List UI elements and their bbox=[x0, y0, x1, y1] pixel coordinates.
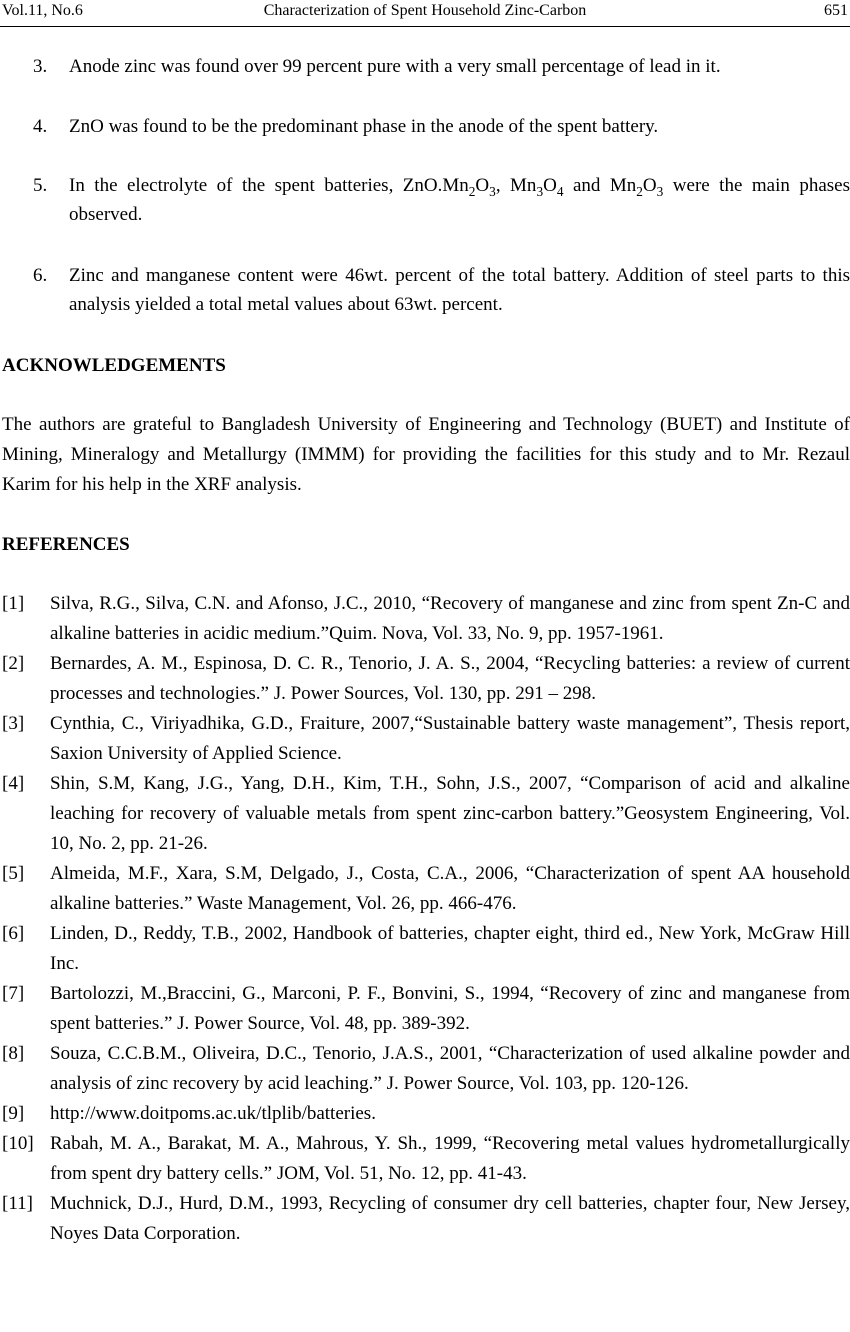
reference-item-7: [7] Bartolozzi, M.,Braccini, G., Marconi, P. F., Bonvini, S., 1994, “Recovery of zinc and manganese from spent batteries.” J. Power Source, Vol. 48, pp. 389-392. bbox=[2, 983, 850, 1034]
conclusion-item-3 bbox=[33, 52, 850, 81]
conclusion-number: 4. bbox=[33, 116, 48, 137]
references-heading: REFERENCES bbox=[2, 534, 130, 555]
conclusion-text: Zinc and manganese content were 46wt. percent of the total battery. Addition of steel parts to this analysis yielded a total metal values about 63wt. percent. bbox=[69, 265, 850, 315]
reference-item-8: [8] Souza, C.C.B.M., Oliveira, D.C., Tenorio, J.A.S., 2001, “Characterization of used alkaline powder and analysis of zinc recovery by acid leaching.” J. Power Source, Vol. 103, pp. 120-126. bbox=[2, 1043, 850, 1094]
acknowledgements-text: The authors are grateful to Bangladesh University of Engineering and Technology (BUET) and Institute of Mining, Mineralogy and Metallurgy (IMMM) for providing the facilities for this study and to Mr. Rezaul Karim for his help in the XRF analysis. bbox=[2, 414, 850, 495]
reference-item-5: [5] Almeida, M.F., Xara, S.M, Delgado, J., Costa, C.A., 2006, “Characterization of spent AA household alkaline batteries.” Waste Management, Vol. 26, pp. 466-476. bbox=[2, 863, 850, 914]
reference-link[interactable]: http://www.doitpoms.ac.uk/tlplib/batteries. bbox=[50, 1103, 376, 1124]
conclusion-item-4 bbox=[33, 112, 850, 141]
page-number: 651 bbox=[824, 2, 848, 19]
reference-item-11: [11] Muchnick, D.J., Hurd, D.M., 1993, Recycling of consumer dry cell batteries, chapter four, New Jersey, Noyes Data Corporation. bbox=[2, 1193, 850, 1244]
acknowledgements-heading: ACKNOWLEDGEMENTS bbox=[2, 355, 226, 376]
conclusion-text: In the electrolyte of the spent batteries, $ZnO.Mn_2O_3$, $Mn_3O_4$ and $Mn_2O_3$ were the main phases observed. bbox=[69, 175, 850, 225]
reference-item-1: [1] Silva, R.G., Silva, C.N. and Afonso, J.C., 2010, “Recovery of manganese and zinc from spent Zn-C and alkaline batteries in acidic medium.”Quim. Nova, Vol. 33, No. 9, pp. 1957-1961. bbox=[2, 593, 850, 644]
reference-item-9[interactable]: [9] http://www.doitpoms.ac.uk/tlplib/batteries. bbox=[2, 1103, 376, 1124]
reference-item-3: [3] Cynthia, C., Viriyadhika, G.D., Fraiture, 2007,“Sustainable battery waste management”, Thesis report, Saxion University of Applied Science. bbox=[2, 713, 850, 764]
conclusion-text: ZnO was found to be the predominant phase in the anode of the spent battery. bbox=[69, 116, 659, 137]
journal-volume: Vol.11, No.6 bbox=[2, 2, 83, 19]
running-header bbox=[0, 0, 850, 27]
conclusion-number: 5. bbox=[33, 175, 48, 196]
conclusion-item-6 bbox=[33, 261, 850, 319]
reference-item-6: [6] Linden, D., Reddy, T.B., 2002, Handbook of batteries, chapter eight, third ed., New York, McGraw Hill Inc. bbox=[2, 923, 850, 974]
running-title: Characterization of Spent Household Zinc-Carbon bbox=[263, 2, 587, 19]
conclusion-text: Anode zinc was found over 99 percent pure with a very small percentage of lead in it. bbox=[69, 56, 721, 77]
conclusion-number: 3. bbox=[33, 56, 48, 77]
reference-item-10: [10] Rabah, M. A., Barakat, M. A., Mahrous, Y. Sh., 1999, “Recovering metal values hydrometallurgically from spent dry battery cells.” JOM, Vol. 51, No. 12, pp. 41-43. bbox=[2, 1133, 850, 1184]
conclusion-number: 6. bbox=[33, 265, 48, 286]
conclusion-item-5 bbox=[33, 171, 850, 229]
reference-item-4: [4] Shin, S.M, Kang, J.G., Yang, D.H., Kim, T.H., Sohn, J.S., 2007, “Comparison of acid and alkaline leaching for recovery of valuable metals from spent zinc-carbon battery.”Geosystem Engineering, Vol. 10, No. 2, pp. 21-26. bbox=[2, 773, 850, 854]
reference-item-2: [2] Bernardes, A. M., Espinosa, D. C. R., Tenorio, J. A. S., 2004, “Recycling batteries: a review of current processes and technologies.” J. Power Sources, Vol. 130, pp. 291 – 298. bbox=[2, 653, 850, 704]
reference-list bbox=[2, 589, 850, 1249]
